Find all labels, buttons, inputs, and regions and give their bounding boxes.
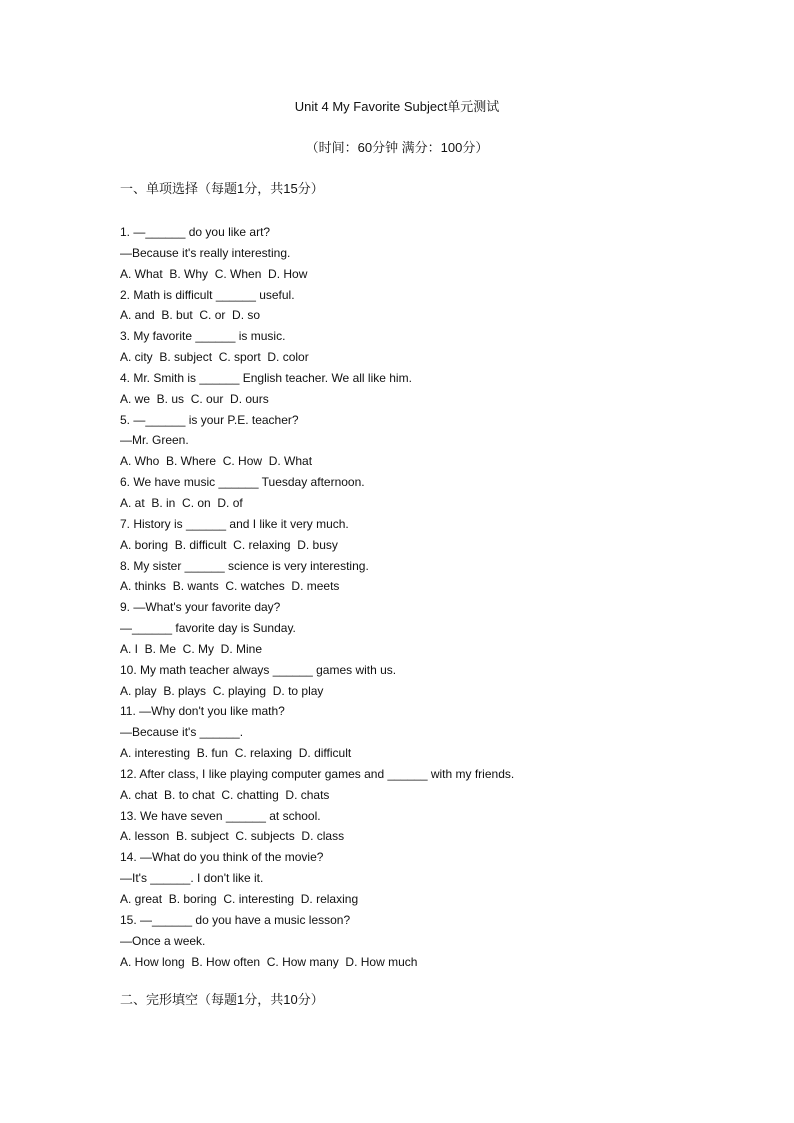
document-subtitle: （时间：60分钟 满分：100分） — [305, 140, 489, 155]
question-line: —Mr. Green. — [120, 433, 189, 448]
answer-options: A. we B. us C. our D. ours — [120, 391, 269, 406]
question-line: —Because it's ______. — [120, 725, 244, 740]
answer-options: A. How long B. How often C. How many D. How much — [120, 954, 418, 969]
answer-options: A. great B. boring C. interesting D. relaxing — [120, 892, 359, 906]
question-line: —Once a week. — [120, 933, 206, 948]
question-list — [120, 222, 720, 972]
answer-options: A. What B. Why C. When D. How — [120, 266, 308, 281]
answer-options: A. city B. subject C. sport D. color — [120, 350, 309, 365]
question-line: 7. History is ______ and I like it very much. — [120, 516, 349, 531]
question-line: 2. Math is difficult ______ useful. — [120, 287, 295, 302]
question-line: —______ favorite day is Sunday. — [120, 621, 296, 636]
answer-options: A. and B. but C. or D. so — [120, 308, 261, 323]
answer-options: A. chat B. to chat C. chatting D. chats — [120, 787, 330, 802]
question-line: 13. We have seven ______ at school. — [120, 808, 321, 823]
question-line: 3. My favorite ______ is music. — [120, 329, 286, 344]
question-line: 14. —What do you think of the movie? — [120, 850, 324, 865]
question-line: 15. —______ do you have a music lesson? — [120, 912, 351, 927]
answer-options: A. Who B. Where C. How D. What — [120, 454, 313, 469]
question-line: —It's ______. I don't like it. — [120, 871, 264, 886]
question-line: 9. —What's your favorite day? — [120, 600, 281, 615]
section-heading-cloze: 二、完形填空（每题1分，共10分） — [120, 992, 324, 1007]
question-line: 6. We have music ______ Tuesday afternoon. — [120, 475, 365, 490]
question-line: 12. After class, I like playing computer games and ______ with my friends. — [120, 766, 515, 781]
document-title: Unit 4 My Favorite Subject单元测试 — [294, 99, 500, 114]
answer-options: A. play B. plays C. playing D. to play — [120, 683, 324, 698]
question-line: 1. —______ do you like art? — [120, 225, 271, 239]
question-line: 4. Mr. Smith is ______ English teacher. We all like him. — [120, 370, 412, 385]
answer-options: A. boring B. difficult C. relaxing D. busy — [120, 537, 338, 552]
answer-options: A. interesting B. fun C. relaxing D. difficult — [120, 746, 352, 761]
section-heading-multiple-choice: 一、单项选择（每题1分，共15分） — [120, 181, 324, 196]
question-line: —Because it's really interesting. — [120, 245, 291, 260]
question-line: 8. My sister ______ science is very interesting. — [120, 558, 369, 573]
answer-options: A. I B. Me C. My D. Mine — [120, 641, 263, 656]
question-line: 5. —______ is your P.E. teacher? — [120, 412, 299, 427]
answer-options: A. thinks B. wants C. watches D. meets — [120, 579, 340, 594]
answer-options: A. at B. in C. on D. of — [120, 495, 243, 510]
answer-options: A. lesson B. subject C. subjects D. class — [120, 829, 345, 844]
question-line: 11. —Why don't you like math? — [120, 704, 285, 719]
question-line: 10. My math teacher always ______ games with us. — [120, 662, 397, 677]
